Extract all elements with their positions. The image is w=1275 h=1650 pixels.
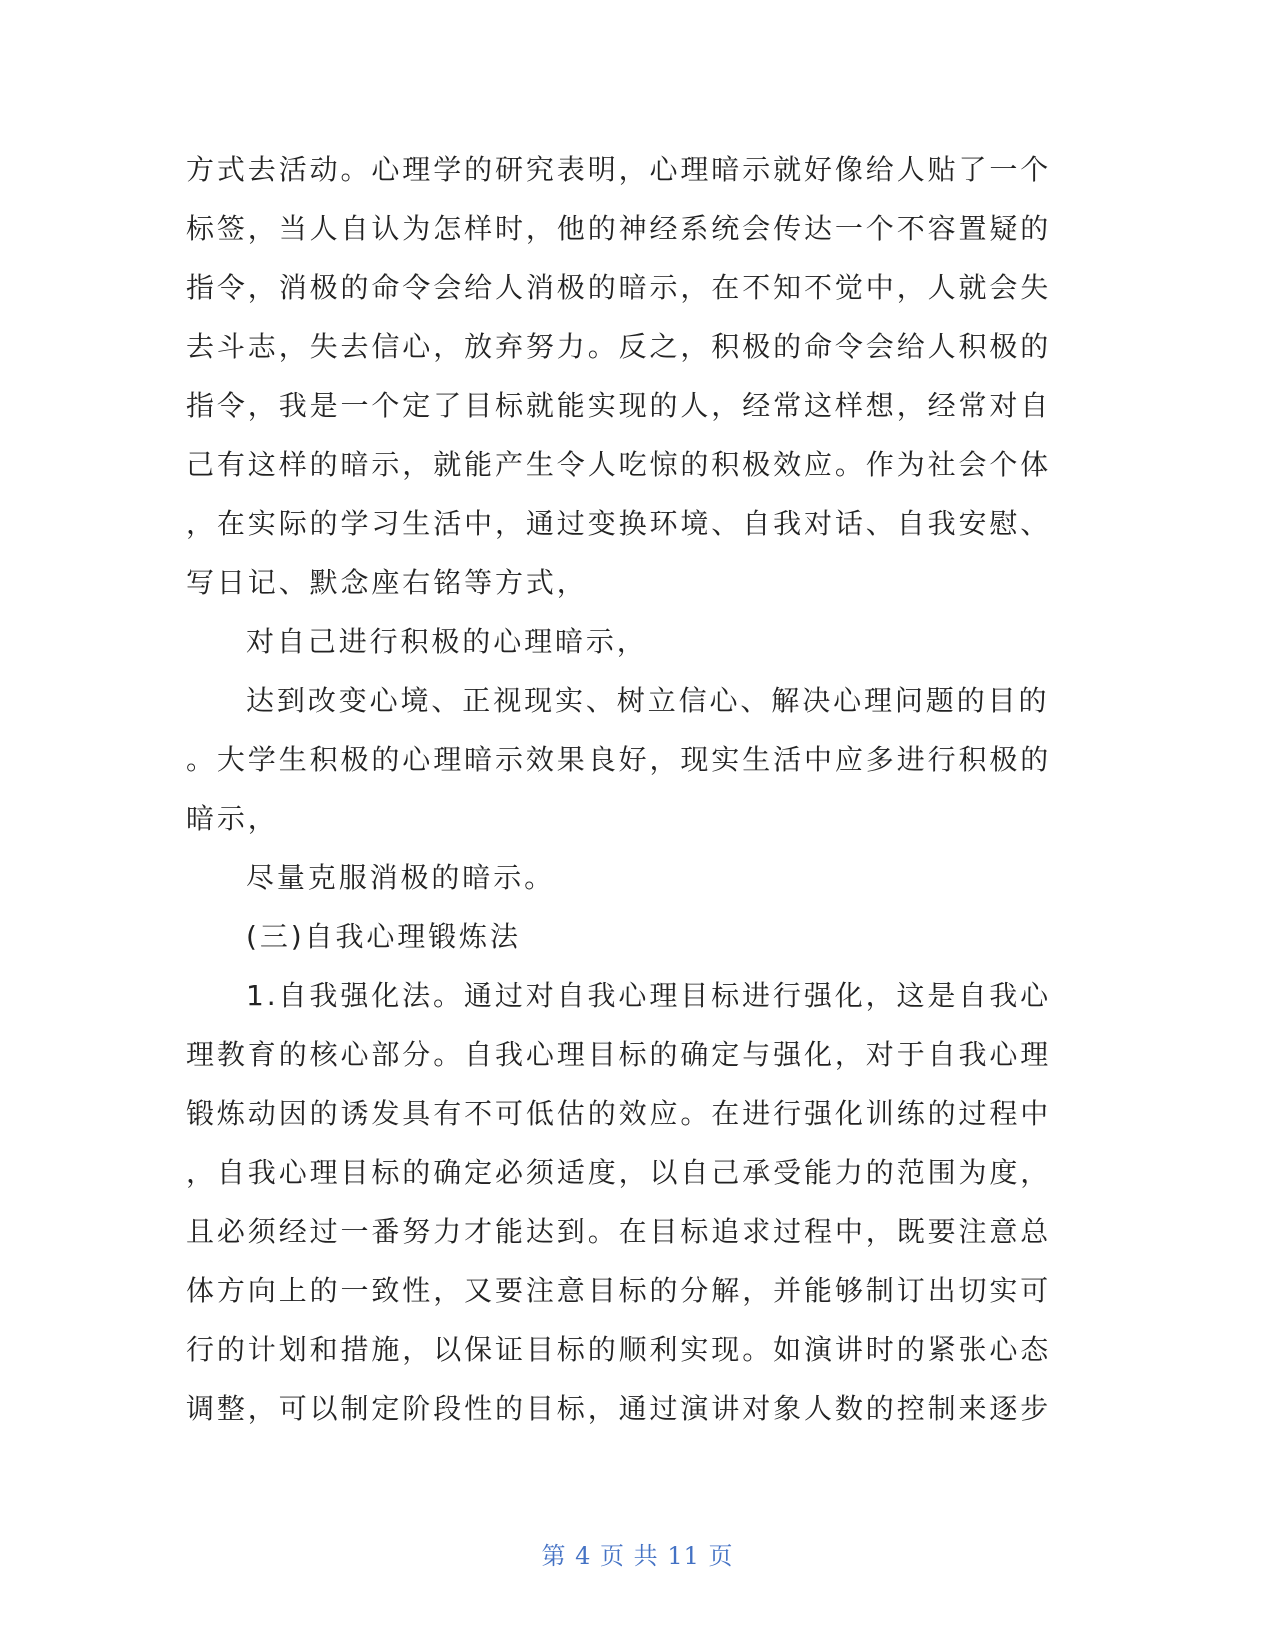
- text-line: 1.自我强化法。通过对自我心理目标进行强化，这是自我心: [246, 979, 1052, 1012]
- text-line: ，在实际的学习生活中，通过变换环境、自我对话、自我安慰、: [186, 507, 1052, 540]
- text-line: 体方向上的一致性，又要注意目标的分解，并能够制订出切实可: [186, 1274, 1052, 1307]
- document-body: [186, 140, 1056, 1438]
- text-line: 行的计划和措施，以保证目标的顺利实现。如演讲时的紧张心态: [186, 1333, 1052, 1366]
- text-line: 对自己进行积极的心理暗示，: [246, 625, 648, 658]
- text-line: 方式去活动。心理学的研究表明，心理暗示就好像给人贴了一个: [186, 153, 1052, 186]
- text-line: 且必须经过一番努力才能达到。在目标追求过程中，既要注意总: [186, 1215, 1052, 1248]
- text-line: ，自我心理目标的确定必须适度，以自己承受能力的范围为度，: [186, 1156, 1052, 1189]
- text-line: (三)自我心理锻炼法: [246, 920, 521, 953]
- text-line: 己有这样的暗示，就能产生令人吃惊的积极效应。作为社会个体: [186, 448, 1052, 481]
- text-line: 理教育的核心部分。自我心理目标的确定与强化，对于自我心理: [186, 1038, 1052, 1071]
- footer-page-number: 4: [575, 1542, 592, 1570]
- text-line: 锻炼动因的诱发具有不可低估的效应。在进行强化训练的过程中: [186, 1097, 1052, 1130]
- page-footer: [0, 1536, 1275, 1571]
- text-line: 去斗志，失去信心，放弃努力。反之，积极的命令会给人积极的: [186, 330, 1052, 363]
- text-line: 标签，当人自认为怎样时，他的神经系统会传达一个不容置疑的: [186, 212, 1052, 245]
- text-line: 指令，我是一个定了目标就能实现的人，经常这样想，经常对自: [186, 389, 1052, 422]
- text-line: 。大学生积极的心理暗示效果良好，现实生活中应多进行积极的: [186, 743, 1052, 776]
- text-line: 尽量克服消极的暗示。: [246, 861, 556, 894]
- footer-middle: 页 共: [600, 1542, 659, 1570]
- text-line: 达到改变心境、正视现实、树立信心、解决心理问题的目的: [246, 684, 1050, 717]
- text-line: 指令，消极的命令会给人消极的暗示，在不知不觉中，人就会失: [186, 271, 1052, 304]
- footer-prefix: 第: [541, 1542, 567, 1570]
- text-line: 暗示，: [186, 802, 279, 835]
- footer-page-total: 11: [667, 1542, 700, 1570]
- footer-suffix: 页: [708, 1542, 734, 1570]
- text-line: 写日记、默念座右铭等方式，: [186, 566, 588, 599]
- text-line: 调整，可以制定阶段性的目标，通过演讲对象人数的控制来逐步: [186, 1392, 1052, 1425]
